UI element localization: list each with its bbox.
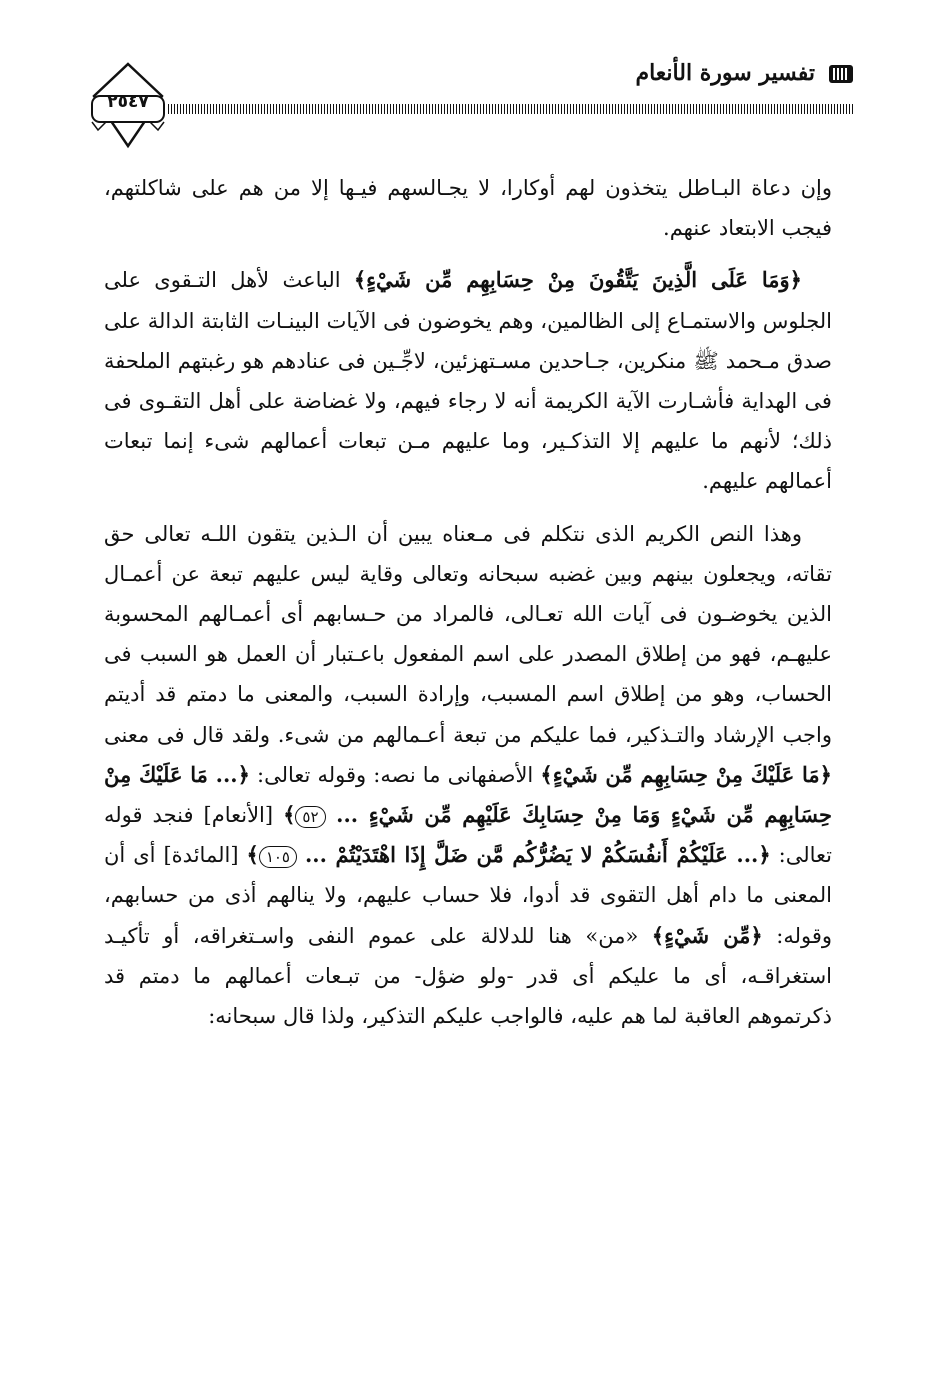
paragraph (104, 168, 832, 248)
quran-quote: ﴾ (246, 842, 259, 868)
paragraph (104, 514, 832, 1037)
text-segment: [الأنعام] فنجد قوله تعالى: (104, 803, 832, 868)
page-header (80, 48, 855, 148)
text-segment: على صدق مـحمد ﷺ منكرين، جـاحدين مسـتهزئين، لاجِّـين فى عنادهم هو (104, 308, 832, 373)
text-segment: الأصفهانى ما نصه: وقوله تعالى: (257, 762, 541, 787)
text-segment: قال سبحانه: (208, 1004, 315, 1029)
page-number: ٢٥٤٧ (107, 92, 149, 112)
text-segment: وهذا النص الكريم الذى نتكلم فى مـعناه يبين أن الـذين يتقون اللـه تعالى (144, 521, 802, 546)
text-segment: وإن دعاة البـاطل يتخذون لهم أوكارا، لا يجـالسهم فيـها إلا من هم على (191, 176, 832, 200)
text-segment: واسـتغراقه، أو تأكيـد استغراقـه، أى ما عليكم أى قدر -ولو ضؤل- من تبـعات (104, 923, 832, 988)
quran-quote: ﴿وَمَا عَلَى الَّذِينَ يَتَّقُونَ مِنْ حِسَابِهِم مِّن شَيْءٍ﴾ (353, 267, 802, 293)
quran-quote: ﴿... مَا عَلَيْكَ مِنْ حِسَابِهِم مِّن شَيْءٍ وَمَا مِنْ حِسَابِكَ عَلَيْهِم مِّن شَيْءٍ ... (104, 761, 832, 828)
quran-quote: ﴿... عَلَيْكُمْ أَنفُسَكُمْ لا يَضُرُّكُم مَّن ضَلَّ إِذَا اهْتَدَيْتُمْ ... (304, 842, 771, 868)
quran-quote: ﴿مَا عَلَيْكَ مِنْ حِسَابِهِم مِّن شَيْءٍ﴾ (540, 761, 832, 787)
text-segment: ينالهم أذى من حسابهم، وقوله: (104, 883, 832, 948)
text-segment: المحسوبة عليهـم، فهو من إطلاق المصدر على اسم المفعول باعـتبار أن العمل هو (104, 602, 832, 667)
text-segment: قال فى معنى (104, 722, 225, 747)
text-segment: «من» هنا للدلالة على عموم النفى (307, 923, 652, 948)
verse-number: ١٠٥ (259, 846, 297, 868)
quran-quote: ﴾ (283, 802, 296, 828)
text-segment: أعمالهم ما دمتم قد ذكرتموهم العاقبة لما هم عليه، فالواجب عليكم التذكير، ولذا (104, 963, 832, 1029)
quran-quote: ﴿مِّن شَيْءٍ﴾ (651, 922, 763, 948)
text-segment: السبب فى الحساب، وهو من إطلاق اسم المسبب، وإرادة السبب، والمعنى ما دمتم (104, 642, 832, 707)
text-segment: رغبتهم الملحفة فى الهداية فأشـارت الآية الكريمة أنه لا رجاء فيهم، ولا غضاضة (104, 348, 832, 414)
text-segment: حق تقاته، ويجعلون بينهم وبين غضبه سبحانه وتعالى وقاية ليس عليهم تبعة عن (104, 521, 832, 586)
paragraph (104, 260, 832, 501)
text-segment: قد أديتم واجب الإرشاد والتـذكير، فما عليكم من تبعة أعـمالهم من شىء. ولقد (104, 682, 832, 747)
body-text (104, 168, 832, 1036)
header-rule (168, 104, 855, 114)
ornament-icon (827, 62, 855, 86)
text-segment: [المائدة] أى أن المعنى ما دام أهل التقوى قد أدوا، فلا حساب عليهم، ولا (104, 843, 832, 908)
running-title: تفسير سورة الأنعام (635, 60, 815, 86)
text-segment: على أهل التقـوى فى ذلك؛ لأنهم ما عليهم إلا التذكـير، وما عليهم مـن تبعات (104, 389, 833, 454)
text-segment: شاكلتهم، فيجب الابتعاد عنهم. (104, 176, 832, 241)
text-segment: أعمـال الذين يخوضـون فى آيات الله تعـالى، فالمراد من حـسابهم أى أعمـالهم (104, 561, 832, 627)
text-segment: الجلوس والاستمـاع إلى الظالمين، وهم يخوضون فى الآيات البينـات الثابتة الدالة (147, 308, 832, 333)
text-segment: أعمالهم شىء إنما تبعات أعمالهم عليهم. (104, 429, 832, 494)
text-segment: الباعث لأهل التـقوى على (104, 268, 354, 293)
verse-number: ٥٢ (295, 806, 325, 828)
